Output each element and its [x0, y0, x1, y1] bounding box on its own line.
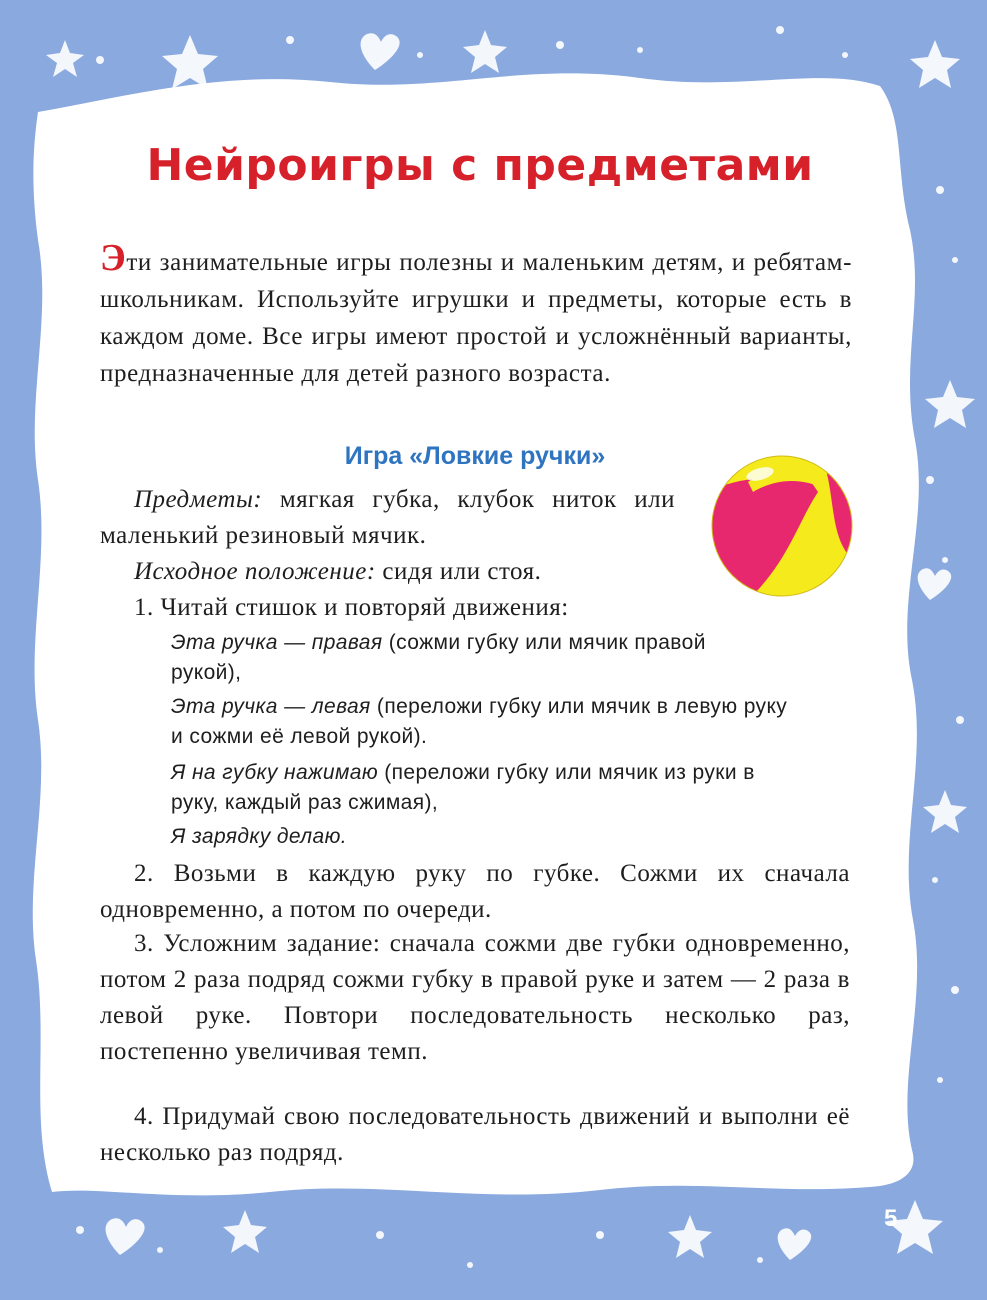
verse-line-1 [171, 628, 771, 688]
verse-text: (сожми губку или мячик правой рукой), [171, 631, 706, 684]
position-text: сидя или стоя. [382, 558, 542, 585]
position-paragraph [134, 554, 734, 590]
intro-text: ти занимательные игры полезны и маленьким детям, и ребятам-школьникам. Используйте игрушки и предметы, которые есть в каждом доме. Все игры имеют простой и усложнённый варианты, предназначенные для детей разного возраста. [100, 249, 852, 387]
verse-text: (переложи губку или мячик из руки в руку, каждый раз сжимая), [171, 761, 755, 814]
step-4: 4. Придумай свою последовательность движений и выполни её несколько раз подряд. [100, 1103, 850, 1166]
verse-italic: Я зарядку делаю. [171, 825, 348, 848]
items-label: Предметы: [134, 486, 263, 513]
verse-italic: Я на губку нажимаю [171, 761, 379, 784]
intro-paragraph [100, 237, 852, 392]
items-text: мягкая губка, клубок ниток или маленький резиновый мячик. [100, 486, 675, 549]
page-number: 5 [884, 1205, 898, 1232]
verse-text: (переложи губку или мячик в левую руку и сожми её левой рукой). [171, 695, 788, 748]
verse-line-2 [171, 692, 791, 752]
items-paragraph [100, 482, 675, 554]
drop-cap: Э [100, 237, 127, 279]
page-title: Нейроигры с предметами [146, 140, 814, 191]
step-2: 2. Возьми в каждую руку по губке. Сожми их сначала одновременно, а потом по очереди. [100, 860, 850, 923]
verse-line-4 [171, 822, 771, 852]
verse-italic: Эта ручка — правая [171, 631, 383, 654]
verse-italic: Эта ручка — левая [171, 695, 371, 718]
step-1: 1. Читай стишок и повторяй движения: [134, 594, 569, 621]
position-label: Исходное положение: [134, 558, 376, 585]
verse-line-3 [171, 758, 801, 818]
step-3: 3. Усложним задание: сначала сожми две губки одновременно, потом 2 раза подряд сожми губку в правой руке и затем — 2 раза в левой руке. Повтори последовательность несколько раз, постепенно увеличивая темп. [100, 930, 850, 1065]
game-title: Игра «Ловкие ручки» [344, 442, 606, 470]
